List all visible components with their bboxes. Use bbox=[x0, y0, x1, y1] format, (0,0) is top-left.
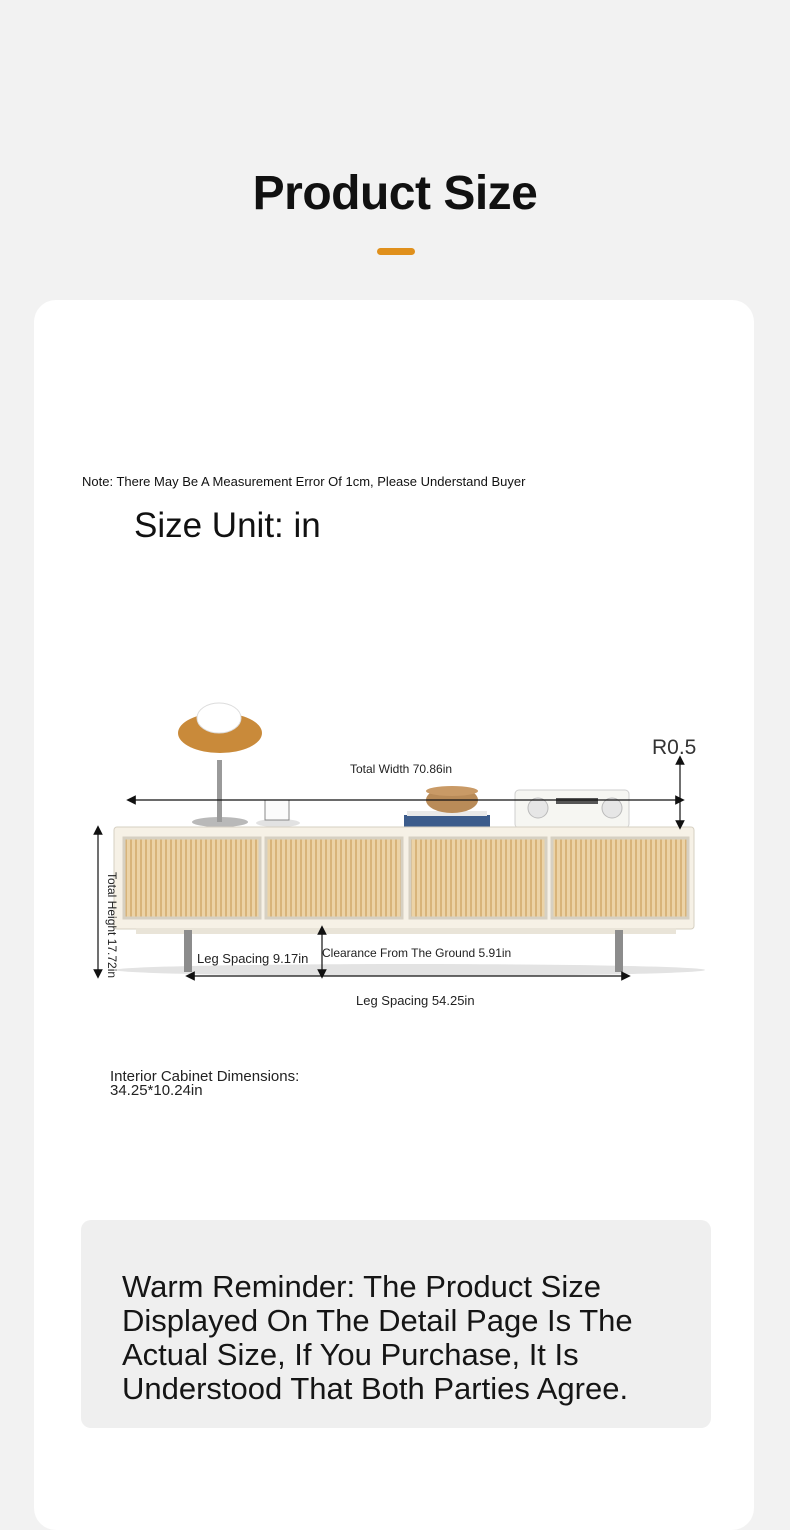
measurement-note: Note: There May Be A Measurement Error Of 1cm, Please Understand Buyer bbox=[82, 474, 526, 489]
total-width-label: Total Width 70.86in bbox=[350, 762, 453, 776]
interior-dimensions-value: 34.25*10.24in bbox=[110, 1082, 203, 1099]
cup-and-saucer bbox=[256, 800, 300, 827]
ground-clearance-label: Clearance From The Ground 5.91in bbox=[322, 946, 512, 960]
page-title: Product Size bbox=[252, 167, 538, 220]
interior-dimensions bbox=[110, 1070, 299, 1098]
table-lamp bbox=[178, 703, 262, 827]
warm-reminder-text: Warm Reminder: The Product Size Displayed On The Detail Page Is The Actual Size, If You Purchase, It Is Understood That Both Parties Agree. bbox=[122, 1269, 633, 1406]
total-height-label: Total Height 17.72in bbox=[105, 872, 119, 979]
cabinet-body bbox=[114, 827, 694, 934]
radio-speaker bbox=[515, 790, 629, 828]
size-unit-label: Size Unit: in bbox=[134, 506, 321, 545]
leg-spacing-side-label: Leg Spacing 9.17in bbox=[197, 951, 309, 966]
interior-dimensions-label: Interior Cabinet Dimensions: bbox=[110, 1068, 300, 1085]
leg-spacing-length-label: Leg Spacing 54.25in bbox=[356, 993, 475, 1008]
radius-label: R0.5 bbox=[652, 736, 697, 759]
books-and-decor bbox=[404, 786, 490, 827]
